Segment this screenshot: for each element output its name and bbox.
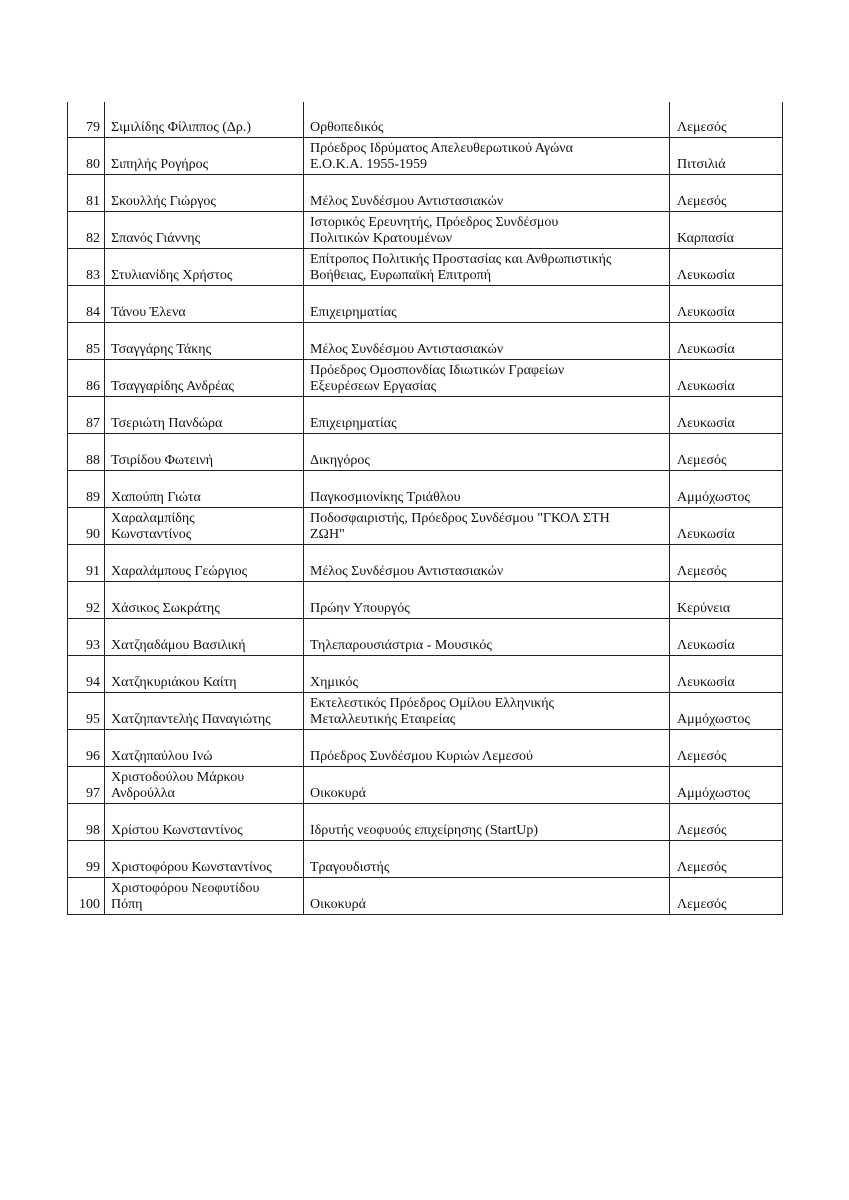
occupation-cell: [304, 803, 670, 840]
table-row: [68, 396, 783, 433]
region: Λευκωσία: [670, 507, 783, 544]
row-number: 93: [68, 618, 105, 655]
table-row: [68, 766, 783, 803]
table-row: [68, 174, 783, 211]
region: Λεμεσός: [670, 877, 783, 914]
person-name: Χαραλάμπους Γεώργιος: [111, 563, 248, 579]
person-name: Χριστοφόρου Κωνσταντίνος: [111, 859, 272, 875]
occupation: Δικηγόρος: [310, 452, 370, 468]
table-row: [68, 877, 783, 914]
occupation: Ιδρυτής νεοφυούς επιχείρησης (StartUp): [310, 822, 539, 838]
person-name: Χατζηαδάμου Βασιλική: [111, 637, 246, 653]
person-name: Τάνου Έλενα: [111, 304, 186, 320]
occupation: ΖΩΗ": [310, 526, 345, 542]
occupation: Επιχειρηματίας: [310, 415, 397, 431]
table-row: [68, 692, 783, 729]
occupation-cell: [304, 877, 670, 914]
occupation: Πρόεδρος Ομοσπονδίας Ιδιωτικών Γραφείων: [310, 362, 565, 378]
table-row: [68, 544, 783, 581]
region: Λεμεσός: [670, 174, 783, 211]
table-row: [68, 507, 783, 544]
person-name-cell: [105, 618, 304, 655]
row-number: 90: [68, 507, 105, 544]
table-row: [68, 581, 783, 618]
person-name: Τσαγγάρης Τάκης: [111, 341, 212, 357]
row-number: 80: [68, 137, 105, 174]
person-name: Χριστοφόρου Νεοφυτίδου: [111, 880, 260, 896]
row-number: 98: [68, 803, 105, 840]
row-number: 83: [68, 248, 105, 285]
region: Λεμεσός: [670, 729, 783, 766]
person-name-cell: [105, 174, 304, 211]
occupation-cell: [304, 137, 670, 174]
person-name: Τσεριώτη Πανδώρα: [111, 415, 223, 431]
person-name: Χρίστου Κωνσταντίνος: [111, 822, 243, 838]
person-name: Χάσικος Σωκράτης: [111, 600, 220, 616]
occupation: Ποδοσφαιριστής, Πρόεδρος Συνδέσμου "ΓΚΟΛ ΣΤΗ: [310, 510, 610, 526]
row-number: 87: [68, 396, 105, 433]
person-name: Σιπηλής Ρογήρος: [111, 156, 209, 172]
row-number: 86: [68, 359, 105, 396]
region: Κερύνεια: [670, 581, 783, 618]
region: Λευκωσία: [670, 359, 783, 396]
occupation: Μέλος Συνδέσμου Αντιστασιακών: [310, 193, 504, 209]
table-row: [68, 840, 783, 877]
occupation-cell: [304, 102, 670, 137]
row-number: 84: [68, 285, 105, 322]
person-name-cell: [105, 840, 304, 877]
person-name-cell: [105, 877, 304, 914]
region: Πιτσιλιά: [670, 137, 783, 174]
region: Λεμεσός: [670, 544, 783, 581]
region: Λευκωσία: [670, 618, 783, 655]
occupation-cell: [304, 174, 670, 211]
person-name: Τσαγγαρίδης Ανδρέας: [111, 378, 234, 394]
table-row: [68, 211, 783, 248]
occupation: Τηλεπαρουσιάστρια - Μουσικός: [310, 637, 492, 653]
person-name-cell: [105, 359, 304, 396]
occupation-cell: [304, 618, 670, 655]
person-name-cell: [105, 396, 304, 433]
person-name: Κωνσταντίνος: [111, 526, 192, 542]
occupation-cell: [304, 248, 670, 285]
table-row: [68, 285, 783, 322]
occupation: Μεταλλευτικής Εταιρείας: [310, 711, 456, 727]
row-number: 91: [68, 544, 105, 581]
occupation-cell: [304, 840, 670, 877]
table-row: [68, 618, 783, 655]
region: Αμμόχωστος: [670, 766, 783, 803]
occupation: Μέλος Συνδέσμου Αντιστασιακών: [310, 563, 504, 579]
occupation-cell: [304, 211, 670, 248]
person-name-cell: [105, 655, 304, 692]
person-name-cell: [105, 581, 304, 618]
person-name: Χαραλαμπίδης: [111, 510, 195, 526]
occupation-cell: [304, 729, 670, 766]
occupation-cell: [304, 322, 670, 359]
person-name: Χατζηπαύλου Ινώ: [111, 748, 213, 764]
person-name-cell: [105, 544, 304, 581]
region: Καρπασία: [670, 211, 783, 248]
table-row: [68, 470, 783, 507]
occupation: Οικοκυρά: [310, 785, 366, 801]
person-name: Χαπούπη Γιώτα: [111, 489, 201, 505]
region: Λευκωσία: [670, 655, 783, 692]
region: Λευκωσία: [670, 285, 783, 322]
occupation: Παγκοσμιονίκης Τριάθλου: [310, 489, 461, 505]
occupation-cell: [304, 285, 670, 322]
person-name: Πόπη: [111, 896, 143, 912]
person-name-cell: [105, 803, 304, 840]
occupation-cell: [304, 655, 670, 692]
person-name-cell: [105, 507, 304, 544]
table-row: [68, 433, 783, 470]
occupation: Εκτελεστικός Πρόεδρος Ομίλου Ελληνικής: [310, 695, 555, 711]
region: Λευκωσία: [670, 248, 783, 285]
occupation: Πολιτικών Κρατουμένων: [310, 230, 453, 246]
members-table-body: [68, 102, 783, 914]
region: Λευκωσία: [670, 396, 783, 433]
row-number: 94: [68, 655, 105, 692]
occupation: Πρόεδρος Συνδέσμου Κυριών Λεμεσού: [310, 748, 533, 764]
row-number: 96: [68, 729, 105, 766]
person-name-cell: [105, 248, 304, 285]
row-number: 82: [68, 211, 105, 248]
person-name-cell: [105, 285, 304, 322]
row-number: 85: [68, 322, 105, 359]
occupation-cell: [304, 470, 670, 507]
occupation: Επίτροπος Πολιτικής Προστασίας και Ανθρωπιστικής: [310, 251, 612, 267]
region: Λευκωσία: [670, 322, 783, 359]
table-row: [68, 248, 783, 285]
occupation-cell: [304, 433, 670, 470]
occupation-cell: [304, 581, 670, 618]
occupation: Ορθοπεδικός: [310, 119, 384, 135]
occupation-cell: [304, 396, 670, 433]
row-number: 89: [68, 470, 105, 507]
person-name: Σπανός Γιάννης: [111, 230, 201, 246]
occupation: Μέλος Συνδέσμου Αντιστασιακών: [310, 341, 504, 357]
occupation: Οικοκυρά: [310, 896, 366, 912]
table-row: [68, 729, 783, 766]
region: Λεμεσός: [670, 433, 783, 470]
person-name-cell: [105, 322, 304, 359]
table-row: [68, 359, 783, 396]
occupation: Χημικός: [310, 674, 358, 690]
person-name-cell: [105, 729, 304, 766]
person-name: Χατζηπαντελής Παναγιώτης: [111, 711, 271, 727]
region: Αμμόχωστος: [670, 470, 783, 507]
occupation-cell: [304, 544, 670, 581]
occupation-cell: [304, 359, 670, 396]
person-name: Ανδρούλλα: [111, 785, 175, 801]
region: Λεμεσός: [670, 840, 783, 877]
person-name-cell: [105, 211, 304, 248]
table-row: [68, 655, 783, 692]
person-name: Σιμιλίδης Φίλιππος (Δρ.): [111, 119, 252, 135]
person-name: Σκουλλής Γιώργος: [111, 193, 216, 209]
region: Λεμεσός: [670, 803, 783, 840]
row-number: 81: [68, 174, 105, 211]
occupation: Βοήθειας, Ευρωπαϊκή Επιτροπή: [310, 267, 492, 283]
occupation: Πρόεδρος Ιδρύματος Απελευθερωτικού Αγώνα: [310, 140, 573, 156]
row-number: 88: [68, 433, 105, 470]
row-number: 95: [68, 692, 105, 729]
person-name-cell: [105, 102, 304, 137]
person-name: Στυλιανίδης Χρήστος: [111, 267, 233, 283]
region: Λεμεσός: [670, 102, 783, 137]
occupation: Ιστορικός Ερευνητής, Πρόεδρος Συνδέσμου: [310, 214, 559, 230]
person-name-cell: [105, 692, 304, 729]
table-row: [68, 322, 783, 359]
row-number: 99: [68, 840, 105, 877]
person-name-cell: [105, 766, 304, 803]
person-name: Χατζηκυριάκου Καίτη: [111, 674, 237, 690]
person-name-cell: [105, 470, 304, 507]
person-name-cell: [105, 137, 304, 174]
row-number: 97: [68, 766, 105, 803]
row-number: 100: [68, 877, 105, 914]
occupation-cell: [304, 692, 670, 729]
person-name-cell: [105, 433, 304, 470]
occupation: Πρώην Υπουργός: [310, 600, 410, 616]
row-number: 92: [68, 581, 105, 618]
occupation: Ε.Ο.Κ.Α. 1955-1959: [310, 156, 428, 172]
person-name: Τσιρίδου Φωτεινή: [111, 452, 214, 468]
occupation-cell: [304, 766, 670, 803]
person-name: Χριστοδούλου Μάρκου: [111, 769, 245, 785]
table-row: [68, 102, 783, 137]
region: Αμμόχωστος: [670, 692, 783, 729]
table-row: [68, 137, 783, 174]
table-row: [68, 803, 783, 840]
occupation: Επιχειρηματίας: [310, 304, 397, 320]
occupation: Εξευρέσεων Εργασίας: [310, 378, 437, 394]
members-table: [67, 102, 783, 915]
occupation: Τραγουδιστής: [310, 859, 390, 875]
occupation-cell: [304, 507, 670, 544]
row-number: 79: [68, 102, 105, 137]
